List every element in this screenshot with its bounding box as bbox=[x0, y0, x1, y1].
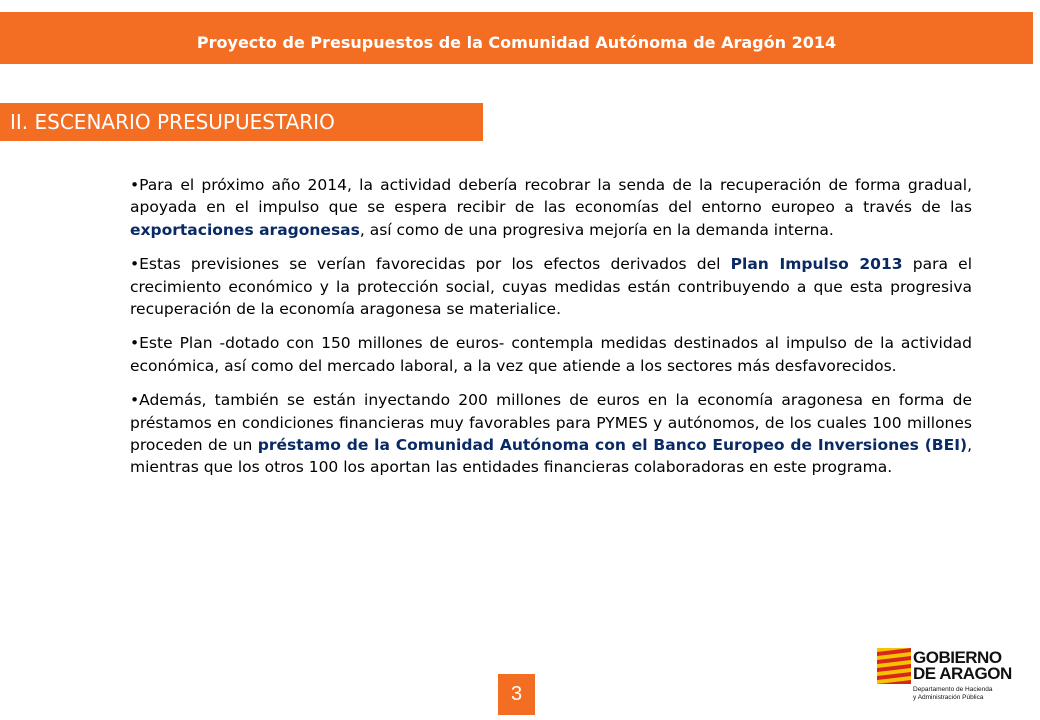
page-number: 3 bbox=[498, 674, 535, 715]
paragraph-4-text-b: , mientras que los otros 100 los aportan las entidades financieras colaboradoras en este programa. bbox=[130, 436, 972, 477]
logo-line-2: DE ARAGON bbox=[913, 664, 1012, 683]
paragraph-4-text-a: •Además, también se están inyectando 200 millones de euros en la economía aragonesa en forma de préstamos en condiciones financieras muy favorables para PYMES y autónomos, de los cuales 100 millones proceden de un bbox=[130, 391, 972, 455]
document-title: Proyecto de Presupuestos de la Comunidad Autónoma de Aragón 2014 bbox=[196, 32, 837, 52]
paragraph-3 bbox=[130, 332, 972, 377]
paragraph-1 bbox=[130, 174, 972, 241]
header-banner bbox=[0, 12, 1033, 64]
paragraph-3-text: •Este Plan -dotado con 150 millones de euros- contempla medidas destinados al impulso de la actividad económica, así como del mercado laboral, a la vez que atiende a los sectores más desfavorecidos. bbox=[130, 334, 972, 375]
paragraph-1-text-a: •Para el próximo año 2014, la actividad debería recobrar la senda de la recuperación de forma gradual, apoyada en el impulso que se espera recibir de las economías del entorno europeo a través de las bbox=[130, 176, 972, 217]
paragraph-2-text-a: •Estas previsiones se verían favorecidas por los efectos derivados del bbox=[130, 255, 731, 274]
paragraph-1-emphasis: exportaciones aragonesas bbox=[130, 220, 360, 239]
paragraph-2-emphasis: Plan Impulso 2013 bbox=[730, 255, 903, 274]
paragraph-2-text-b: para el crecimiento económico y la protección social, cuyas medidas están contribuyendo a que esta progresiva recuperación de la economía aragonesa se materialice. bbox=[130, 255, 972, 319]
content-body bbox=[130, 174, 972, 491]
logo-line-1: GOBIERNO bbox=[913, 648, 1002, 667]
aragon-flag-icon bbox=[877, 648, 911, 684]
paragraph-4-emphasis: préstamo de la Comunidad Autónoma con el Banco Europeo de Inversiones (BEI) bbox=[257, 436, 968, 455]
paragraph-2 bbox=[130, 253, 972, 320]
section-title: II. ESCENARIO PRESUPUESTARIO bbox=[10, 110, 335, 134]
section-bar bbox=[0, 103, 483, 141]
paragraph-4 bbox=[130, 389, 972, 479]
logo-department-2: y Administración Pública bbox=[913, 694, 984, 701]
gobierno-aragon-logo bbox=[877, 648, 1022, 710]
paragraph-1-text-b: , así como de una progresiva mejoría en la demanda interna. bbox=[359, 220, 834, 239]
logo-department-1: Departamento de Hacienda bbox=[913, 686, 993, 693]
